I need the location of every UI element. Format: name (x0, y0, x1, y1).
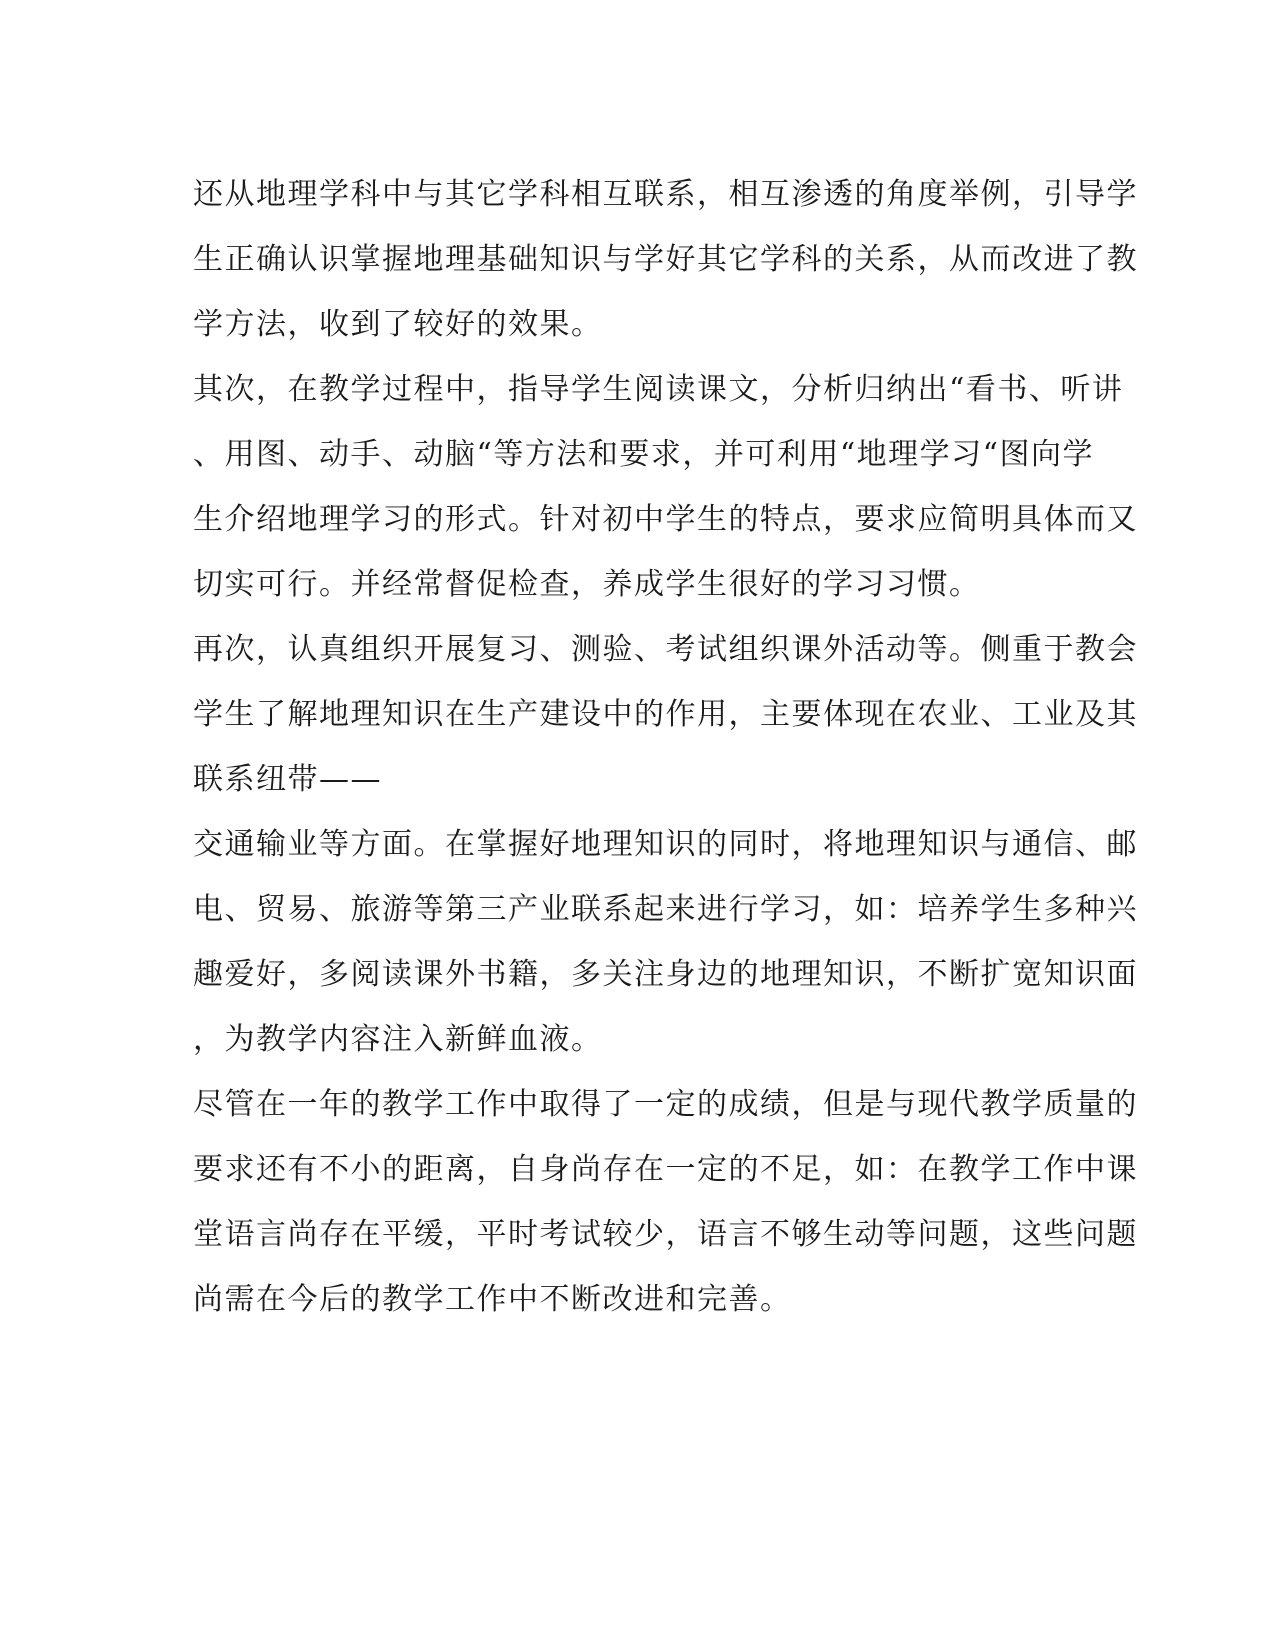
text-line: 其次，在教学过程中，指导学生阅读课文，分析归纳出“看书、听讲 (193, 372, 1124, 407)
text-line: 要求还有不小的距离，自身尚存在一定的不足，如：在教学工作中课 (193, 1152, 1138, 1187)
text-line: 尽管在一年的教学工作中取得了一定的成绩，但是与现代教学质量的 (193, 1087, 1138, 1122)
text-line: 再次，认真组织开展复习、测验、考试组织课外活动等。侧重于教会 (193, 632, 1138, 667)
text-line: 还从地理学科中与其它学科相互联系，相互渗透的角度举例，引导学 (193, 177, 1138, 212)
text-line: 联系纽带—— (193, 762, 382, 797)
text-line: 学生了解地理知识在生产建设中的作用，主要体现在农业、工业及其 (193, 697, 1138, 732)
text-line: 趣爱好，多阅读课外书籍，多关注身边的地理知识，不断扩宽知识面 (193, 957, 1138, 992)
text-line: ，为教学内容注入新鲜血液。 (193, 1022, 603, 1057)
text-line: 堂语言尚存在平缓，平时考试较少，语言不够生动等问题，这些问题 (193, 1217, 1138, 1252)
text-line: 切实可行。并经常督促检查，养成学生很好的学习习惯。 (193, 567, 981, 602)
text-line: 电、贸易、旅游等第三产业联系起来进行学习，如：培养学生多种兴 (193, 892, 1138, 927)
text-line: 学方法，收到了较好的效果。 (193, 307, 603, 342)
text-line: 、用图、动手、动脑“等方法和要求，并可利用“地理学习“图向学 (193, 437, 1095, 472)
document-body (193, 162, 1138, 1332)
text-line: 尚需在今后的教学工作中不断改进和完善。 (193, 1282, 792, 1317)
text-line: 交通输业等方面。在掌握好地理知识的同时，将地理知识与通信、邮 (193, 827, 1138, 862)
text-line: 生介绍地理学习的形式。针对初中学生的特点，要求应简明具体而又 (193, 502, 1138, 537)
text-line: 生正确认识掌握地理基础知识与学好其它学科的关系，从而改进了教 (193, 242, 1138, 277)
